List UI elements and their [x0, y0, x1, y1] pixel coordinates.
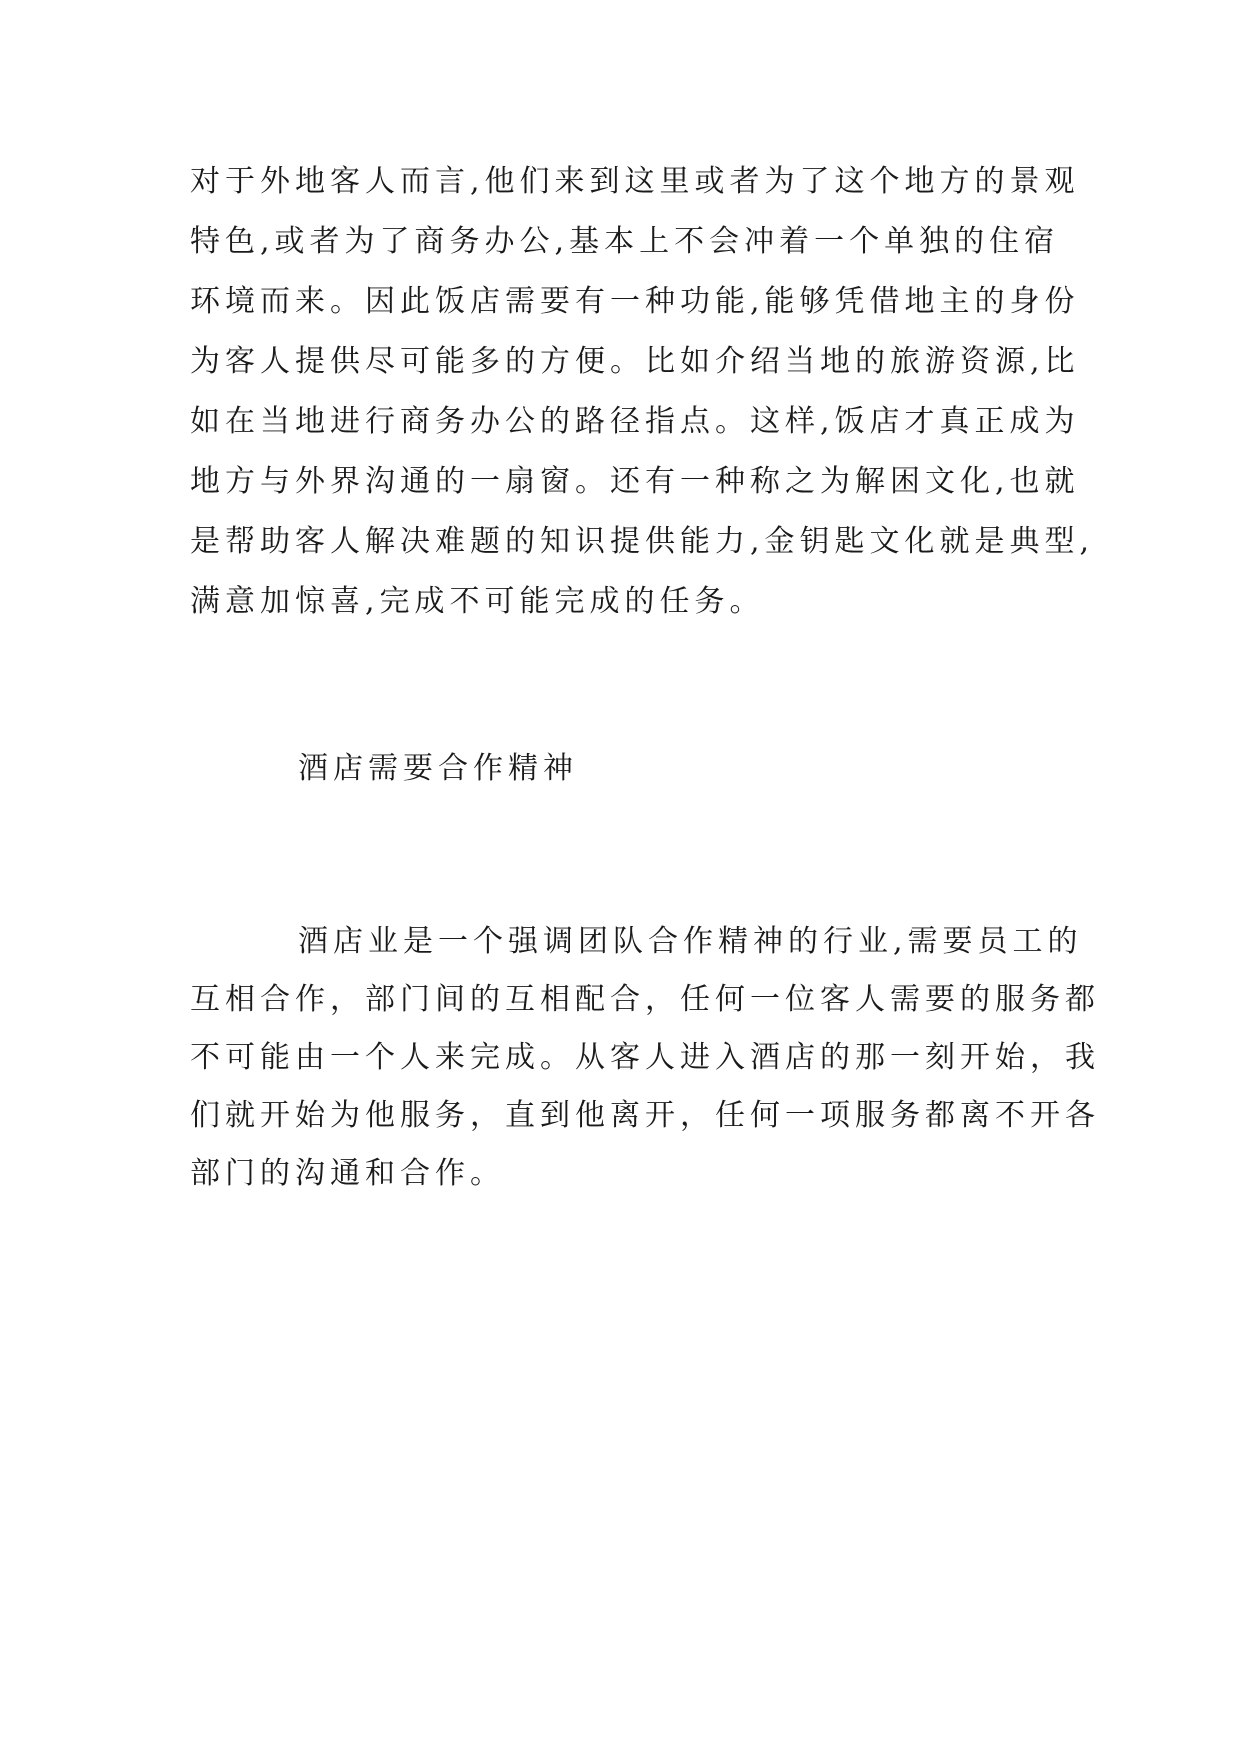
paragraph-line: 们就开始为他服务，直到他离开，任何一项服务都离不开各 [190, 1098, 1100, 1133]
paragraph-line: 不可能由一个人来完成。从客人进入酒店的那一刻开始，我 [190, 1040, 1100, 1075]
paragraph-line: 满意加惊喜,完成不可能完成的任务。 [190, 584, 765, 619]
paragraph-line: 特色,或者为了商务办公,基本上不会冲着一个单独的住宿 [190, 224, 1060, 259]
paragraph-line: 如在当地进行商务办公的路径指点。这样,饭店才真正成为 [190, 404, 1080, 439]
paragraph-line: 部门的沟通和合作。 [190, 1156, 505, 1191]
paragraph-line: 互相合作，部门间的互相配合，任何一位客人需要的服务都 [190, 982, 1100, 1017]
paragraph-line: 对于外地客人而言,他们来到这里或者为了这个地方的景观 [190, 164, 1080, 199]
section-heading: 酒店需要合作精神 [298, 751, 578, 786]
paragraph-line: 地方与外界沟通的一扇窗。还有一种称之为解困文化,也就 [190, 464, 1080, 499]
paragraph-line: 环境而来。因此饭店需要有一种功能,能够凭借地主的身份 [190, 284, 1080, 319]
paragraph-line: 为客人提供尽可能多的方便。比如介绍当地的旅游资源,比 [190, 344, 1080, 379]
paragraph-line: 是帮助客人解决难题的知识提供能力,金钥匙文化就是典型, [190, 524, 1095, 559]
paragraph-line: 酒店业是一个强调团队合作精神的行业,需要员工的 [298, 924, 1083, 959]
